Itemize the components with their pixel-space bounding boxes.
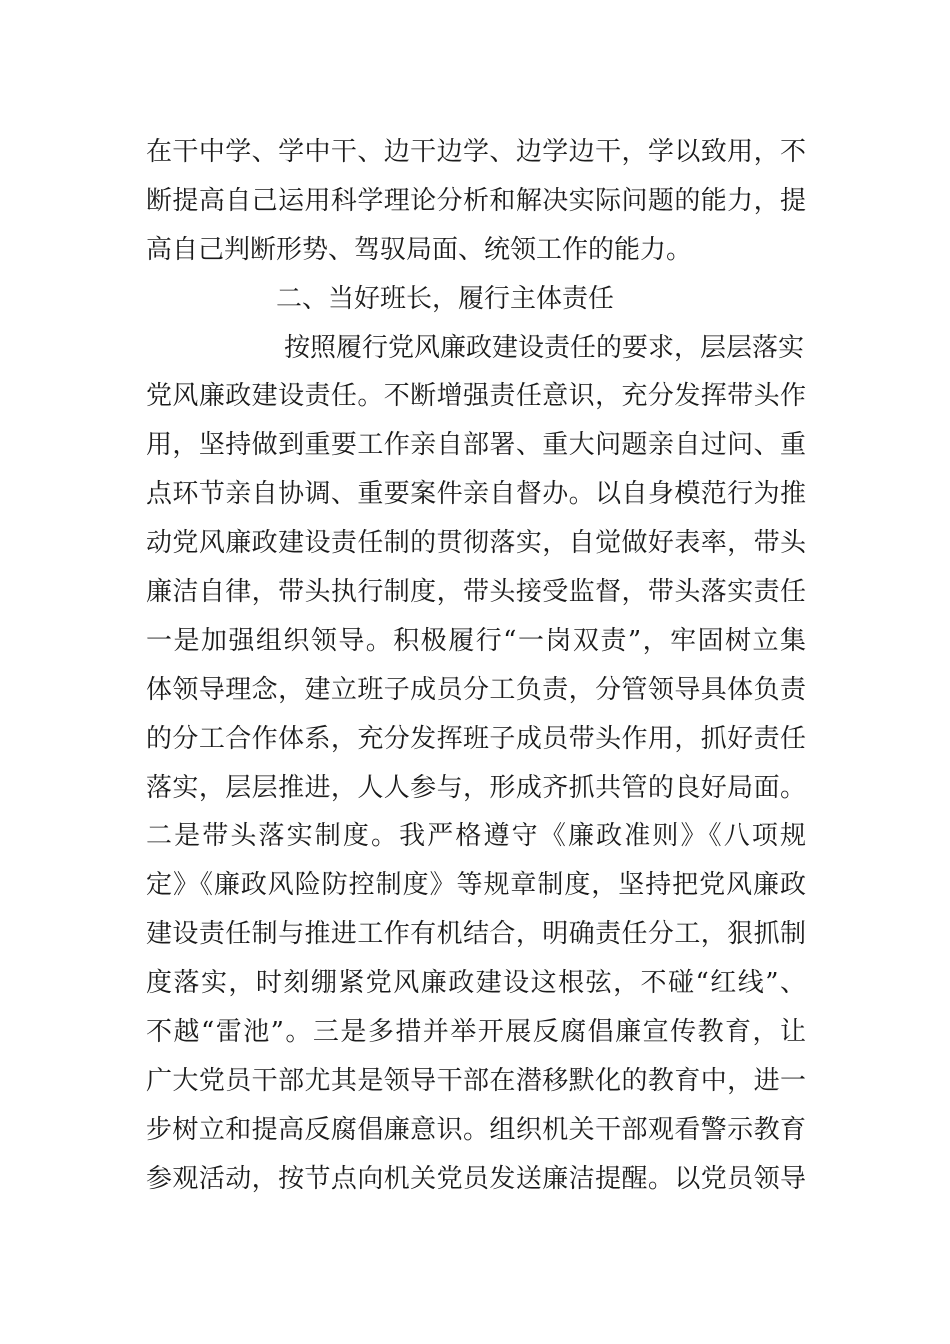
- text-line: 在干中学、学中干、边干边学、边学边干，学以致用，不: [146, 137, 806, 167]
- text-line: 体领导理念，建立班子成员分工负责，分管领导具体负责: [146, 674, 806, 705]
- text-line: 落实，层层推进，人人参与，形成齐抓共管的良好局面。: [146, 772, 806, 803]
- text-line: 不越“雷池”。三是多措并举开展反腐倡廉宣传教育，让: [146, 1017, 806, 1048]
- text-line: 步树立和提高反腐倡廉意识。组织机关干部观看警示教育: [146, 1114, 806, 1145]
- paragraph-first-line: 按照履行党风廉政建设责任的要求，层层落实: [284, 332, 805, 363]
- text-line: 廉洁自律，带头执行制度，带头接受监督，带头落实责任: [146, 577, 806, 608]
- text-line: 度落实，时刻绷紧党风廉政建设这根弦，不碰“红线”、: [146, 968, 806, 999]
- text-line: 断提高自己运用科学理论分析和解决实际问题的能力，提: [146, 185, 806, 216]
- text-line: 高自己判断形势、驾驭局面、统领工作的能力。: [146, 234, 693, 265]
- text-line: 动党风廉政建设责任制的贯彻落实，自觉做好表率，带头: [146, 528, 806, 559]
- text-line: 定》《廉政风险防控制度》等规章制度，坚持把党风廉政: [146, 870, 806, 901]
- section-heading: 二、当好班长，履行主体责任: [276, 283, 615, 314]
- text-line: 的分工合作体系，充分发挥班子成员带头作用，抓好责任: [146, 723, 806, 754]
- text-line: 参观活动，按节点向机关党员发送廉洁提醒。以党员领导: [146, 1163, 806, 1194]
- body-text: [146, 128, 806, 1204]
- text-line: 用，坚持做到重要工作亲自部署、重大问题亲自过问、重: [146, 430, 806, 461]
- text-line: 党风廉政建设责任。不断增强责任意识，充分发挥带头作: [146, 381, 806, 412]
- text-line: 建设责任制与推进工作有机结合，明确责任分工，狠抓制: [146, 919, 806, 950]
- text-line: 点环节亲自协调、重要案件亲自督办。以自身模范行为推: [146, 479, 806, 510]
- text-line: 二是带头落实制度。我严格遵守《廉政准则》《八项规: [146, 821, 806, 852]
- text-line: 广大党员干部尤其是领导干部在潜移默化的教育中，进一: [146, 1065, 806, 1096]
- text-line: 一是加强组织领导。积极履行“一岗双责”，牢固树立集: [146, 625, 806, 656]
